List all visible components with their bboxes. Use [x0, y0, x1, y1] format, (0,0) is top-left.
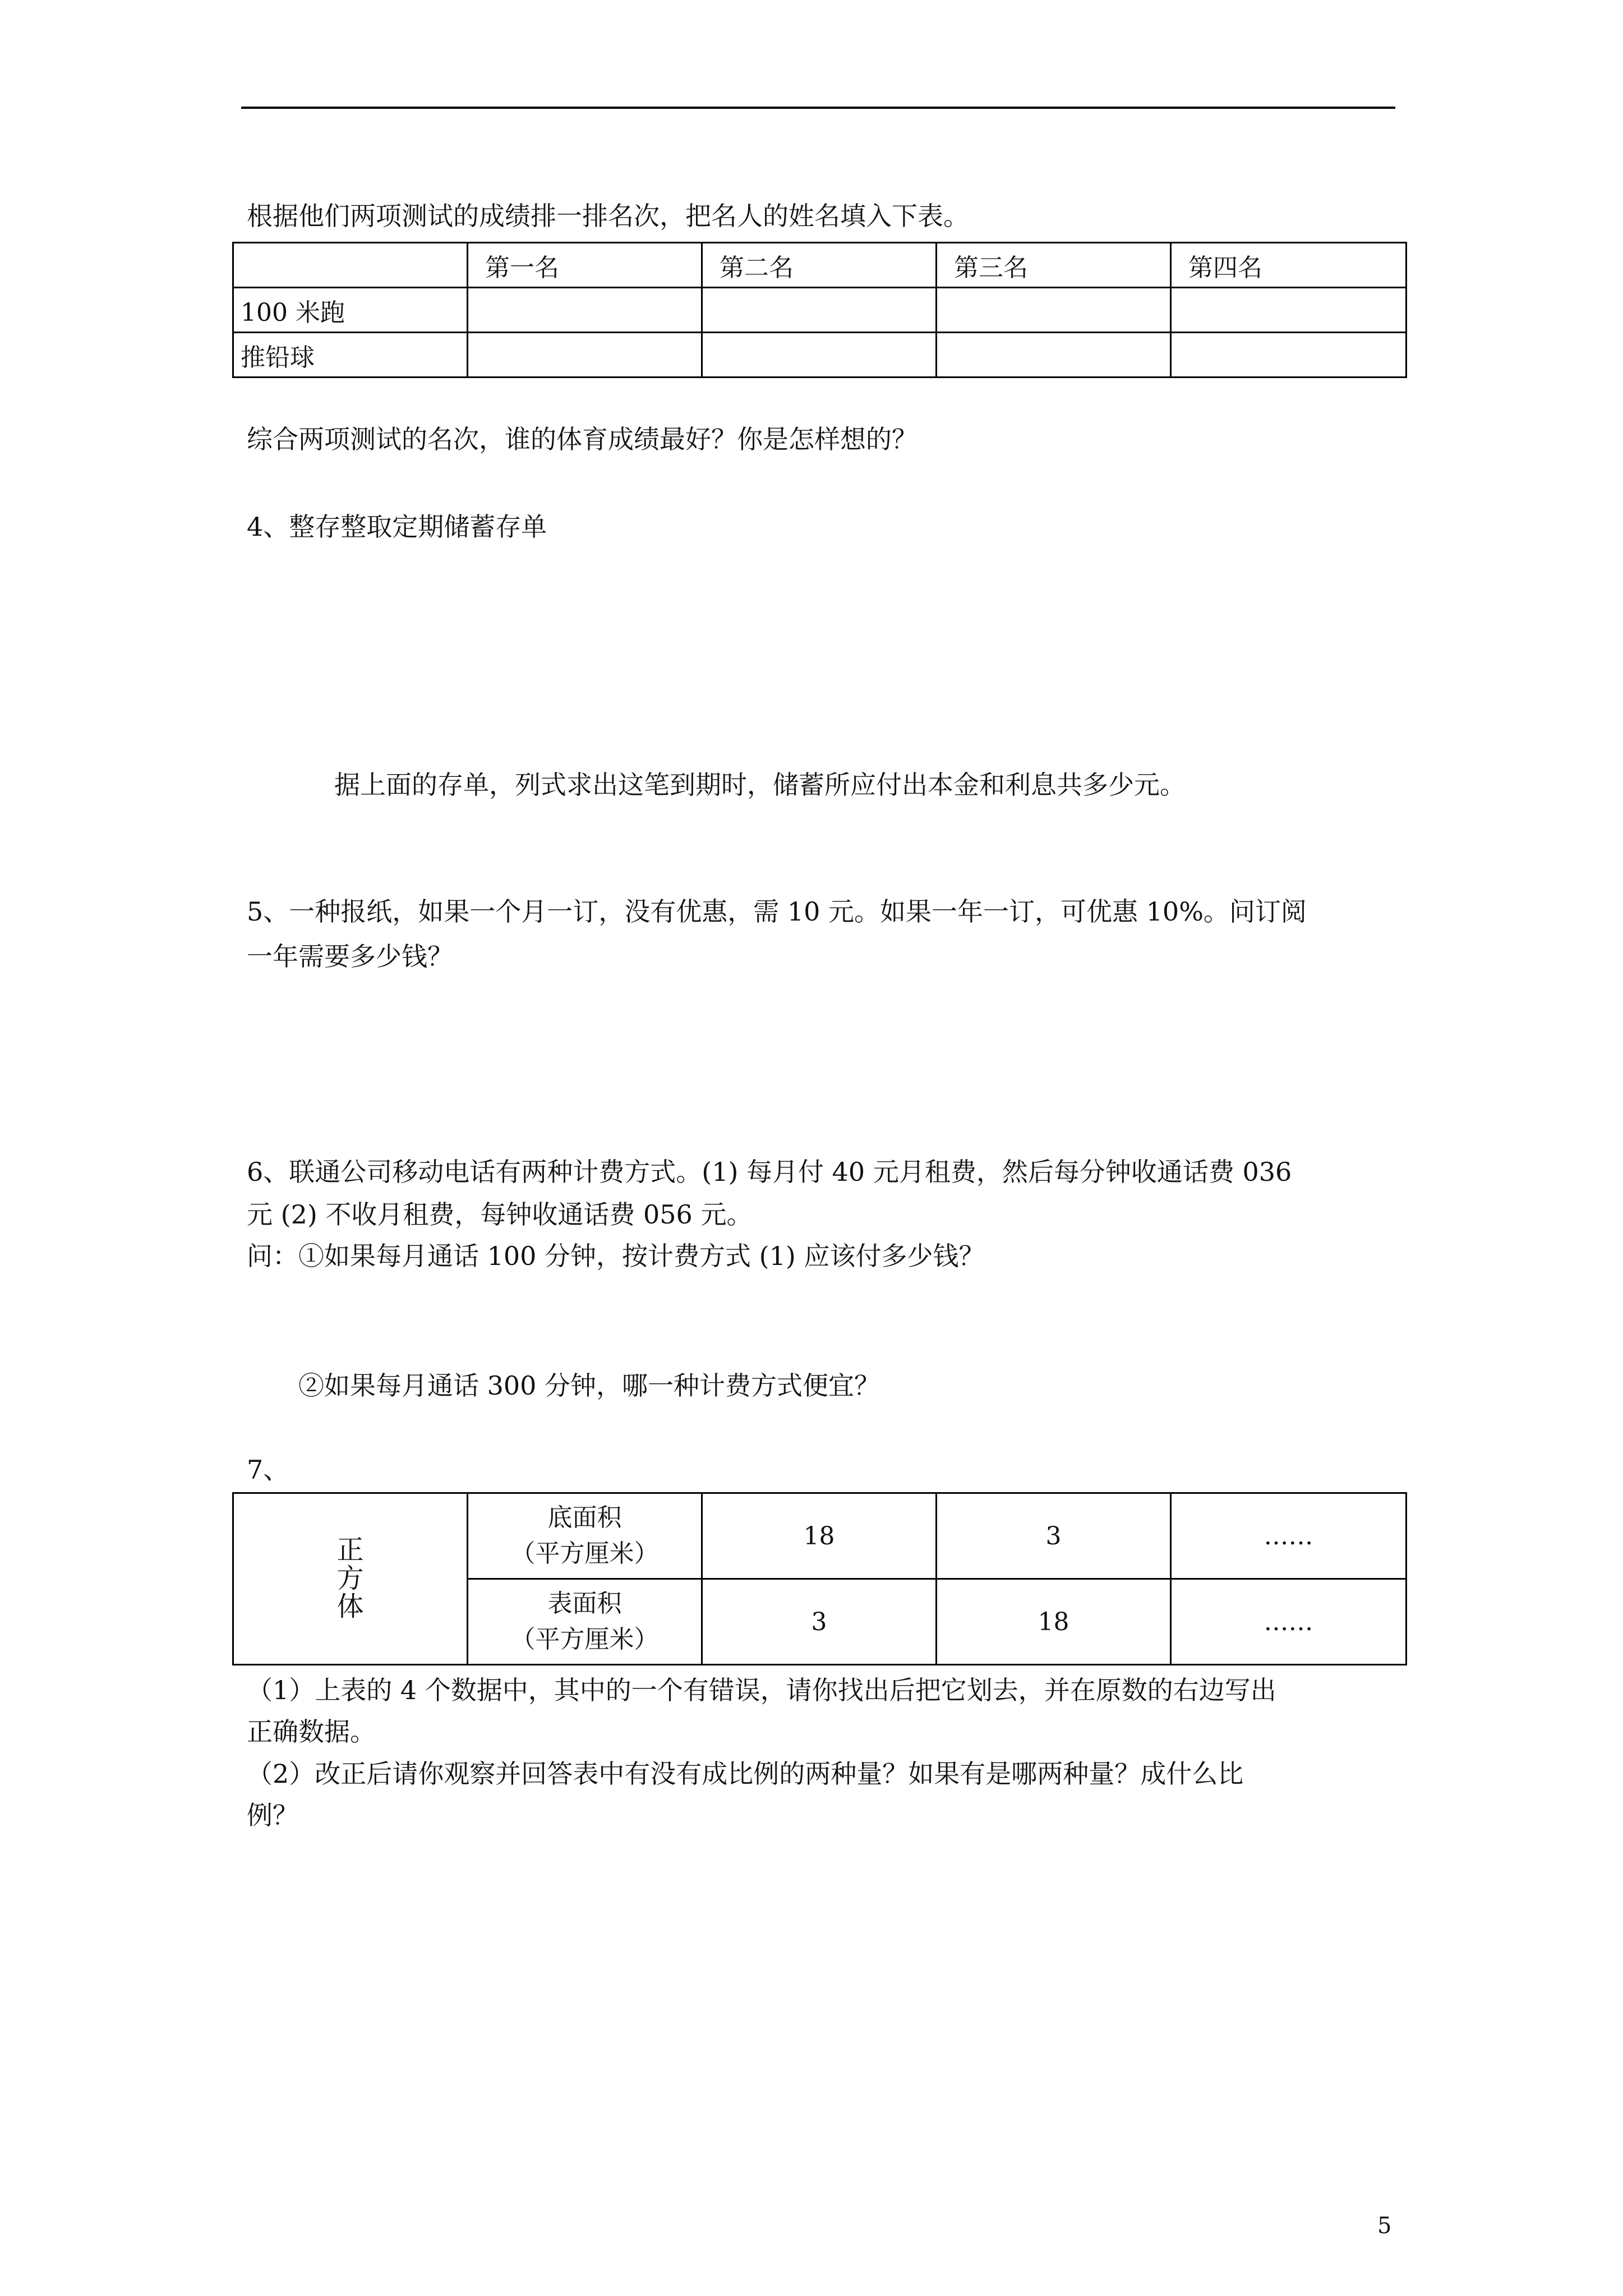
q5-line2: 一年需要多少钱？ [247, 941, 453, 972]
table-row [233, 288, 1407, 333]
q7-sub2-line1: （2）改正后请你观察并回答表中有没有成比例的两种量？如果有是哪两种量？成什么比 [247, 1759, 1244, 1789]
base-area-label-cell [468, 1493, 702, 1579]
ranking-answer-cell[interactable] [468, 288, 702, 333]
q4-question: 据上面的存单，列式求出这笔到期时，储蓄所应付出本金和利息共多少元。 [334, 770, 1186, 800]
ranking-table [232, 242, 1407, 378]
table-row [233, 333, 1407, 378]
q6-line4: ②如果每月通话 300 分钟，哪一种计费方式便宜？ [298, 1370, 880, 1401]
base-area-label: 底面积 [547, 1503, 622, 1533]
ranking-answer-cell[interactable] [937, 333, 1171, 378]
q7-sub1-line2: 正确数据。 [247, 1717, 376, 1747]
ranking-answer-cell[interactable] [937, 288, 1171, 333]
cube-table [232, 1492, 1407, 1665]
header-rule [241, 107, 1395, 109]
ranking-header-third: 第三名 [937, 243, 1171, 288]
table-cell: 3 [937, 1493, 1171, 1579]
surface-area-label-cell [468, 1579, 702, 1665]
q7-sub2-line2: 例？ [247, 1800, 298, 1830]
ranking-header-blank [233, 243, 468, 288]
table-cell: …… [1171, 1493, 1407, 1579]
ranking-answer-cell[interactable] [1171, 288, 1407, 333]
cube-side-label: 正方体 [336, 1534, 364, 1622]
surface-area-label: 表面积 [547, 1589, 622, 1618]
ranking-header-second: 第二名 [702, 243, 937, 288]
q3-followup-text: 综合两项测试的名次，谁的体育成绩最好？你是怎样想的？ [247, 424, 917, 454]
table-cell: 18 [937, 1579, 1171, 1665]
ranking-row-label-shotput: 推铅球 [233, 333, 468, 378]
table-cell: 3 [702, 1579, 937, 1665]
page-number: 5 [1377, 2213, 1392, 2239]
q7-title: 7、 [247, 1455, 289, 1485]
table-cell: 18 [702, 1493, 937, 1579]
q5-line1: 5、一种报纸，如果一个月一订，没有优惠，需 10 元。如果一年一订，可优惠 10%。问订阅 [247, 896, 1307, 927]
table-row [233, 1493, 1407, 1579]
ranking-row-label-100m: 100 米跑 [233, 288, 468, 333]
base-area-unit: （平方厘米） [510, 1539, 659, 1568]
ranking-answer-cell[interactable] [702, 288, 937, 333]
q4-title: 4、整存整取定期储蓄存单 [247, 512, 547, 542]
ranking-answer-cell[interactable] [702, 333, 937, 378]
ranking-header-first: 第一名 [468, 243, 702, 288]
ranking-header-fourth: 第四名 [1171, 243, 1407, 288]
cube-side-label-cell [233, 1493, 468, 1665]
table-cell: …… [1171, 1579, 1407, 1665]
surface-area-unit: （平方厘米） [510, 1625, 659, 1654]
q7-sub1-line1: （1）上表的 4 个数据中，其中的一个有错误，请你找出后把它划去，并在原数的右边写出 [247, 1675, 1276, 1705]
ranking-answer-cell[interactable] [1171, 333, 1407, 378]
ranking-answer-cell[interactable] [468, 333, 702, 378]
q6-line1: 6、联通公司移动电话有两种计费方式。(1) 每月付 40 元月租费，然后每分钟收通话费 036 [247, 1157, 1292, 1187]
ranking-table-header-row [233, 243, 1407, 288]
q6-line2: 元 (2) 不收月租费，每钟收通话费 056 元。 [247, 1199, 753, 1230]
intro-text: 根据他们两项测试的成绩排一排名次，把名人的姓名填入下表。 [247, 201, 969, 231]
q6-line3: 问：①如果每月通话 100 分钟，按计费方式 (1) 应该付多少钱？ [247, 1241, 985, 1271]
